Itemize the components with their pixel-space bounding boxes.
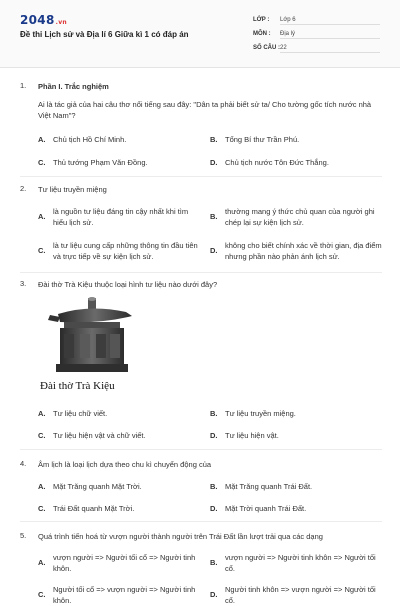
option-letter: B. (210, 135, 218, 144)
exam-title: Đề thi Lịch sử và Địa lí 6 Giữa kì 1 có đáp án (20, 30, 189, 39)
meta-grade (253, 17, 383, 25)
question-number: 1. (20, 81, 27, 90)
option-text: vượn người => Người tinh khôn => Người tối cổ. (225, 553, 376, 573)
option-text: vượn người => Người tối cổ => Người tinh khôn. (53, 553, 196, 573)
option-letter: D. (210, 504, 218, 513)
question-text: Quá trình tiến hoá từ vượn người thành người trên Trái Đất lần lượt trải qua các dạng (38, 532, 323, 541)
option-text: Tư liệu hiện vật và chữ viết. (53, 431, 146, 440)
option-a[interactable] (38, 552, 203, 574)
option-text: Chủ tịch Hồ Chí Minh. (53, 135, 127, 144)
option-text: Người tinh khôn => vượn người => Người tối cổ. (225, 585, 376, 605)
option-c[interactable] (38, 240, 203, 262)
option-b[interactable] (210, 206, 382, 228)
option-text: Tư liệu hiện vật. (225, 431, 279, 440)
option-text: thường mang ý thức chủ quan của người ghi chép lại sự kiện lịch sử. (225, 207, 375, 227)
question-text: Tư liệu truyền miệng (38, 185, 107, 194)
option-text: Mặt Trời quanh Trái Đất. (225, 504, 307, 513)
divider (20, 272, 382, 273)
option-letter: A. (38, 482, 46, 491)
question-text: Âm lịch là loại lịch dựa theo chu kì chuyển động của (38, 460, 212, 469)
option-letter: D. (210, 246, 218, 255)
meta-key: LỚP : (253, 17, 270, 23)
option-letter: D. (210, 431, 218, 440)
option-letter: A. (38, 135, 46, 144)
page-header (0, 0, 400, 68)
meta-key: SỐ CÂU : (253, 45, 280, 51)
option-letter: C. (38, 504, 46, 513)
option-b[interactable] (210, 552, 382, 574)
option-letter: D. (210, 158, 218, 167)
option-text: Chủ tịch nước Tôn Đức Thắng. (225, 158, 329, 167)
option-letter: B. (210, 409, 218, 418)
option-text: Thủ tướng Phạm Văn Đồng. (53, 158, 148, 167)
question-number: 2. (20, 184, 27, 193)
option-letter: A. (38, 409, 46, 418)
meta-value: Lớp 6 (280, 17, 380, 25)
question-text: Ai là tác giả của hai câu thơ nổi tiếng sau đây: "Dân ta phải biết sử ta/ Cho tường gốc tích nước nhà Việt Nam"? (38, 100, 372, 120)
option-letter: A. (38, 212, 46, 221)
option-a[interactable] (38, 206, 203, 228)
option-text: Mặt Trăng quanh Trái Đất. (225, 482, 313, 491)
option-letter: C. (38, 431, 46, 440)
question-number: 4. (20, 459, 27, 468)
option-letter: C. (38, 158, 46, 167)
option-d[interactable] (210, 240, 382, 262)
option-letter: C. (38, 590, 46, 599)
site-logo[interactable] (20, 13, 67, 27)
option-text: Tổng Bí thư Trần Phú. (225, 135, 300, 144)
question-text: Đài thờ Trà Kiệu thuộc loại hình tư liệu nào dưới đây? (38, 280, 218, 289)
option-letter: B. (210, 482, 218, 491)
divider (20, 449, 382, 450)
image-caption: Đài thờ Trà Kiệu (40, 380, 115, 392)
option-letter: B. (210, 558, 218, 567)
option-d[interactable] (210, 584, 382, 605)
question-number: 5. (20, 531, 27, 540)
option-letter: C. (38, 246, 46, 255)
logo-suffix: .vn (55, 19, 67, 26)
option-c[interactable] (38, 584, 203, 605)
option-text: là nguồn tư liệu đáng tin cậy nhất khi tìm hiểu lịch sử. (53, 207, 189, 227)
option-letter: D. (210, 590, 218, 599)
option-text: Mặt Trăng quanh Mặt Trời. (53, 482, 142, 491)
option-letter: B. (210, 212, 218, 221)
tra-kieu-altar-image (40, 296, 140, 376)
divider (20, 176, 382, 177)
meta-subject (253, 31, 383, 39)
option-text: Trái Đất quanh Mặt Trời. (53, 504, 135, 513)
question-number: 3. (20, 279, 27, 288)
option-text: là tư liệu cung cấp những thông tin đầu tiên và trực tiếp về sự kiện lịch sử. (53, 241, 198, 261)
option-text: Người tối cổ => vượn người => Người tinh khôn. (53, 585, 196, 605)
meta-value: 22 (280, 45, 380, 53)
logo-text: 2048 (20, 13, 55, 27)
section-title: Phần I. Trắc nghiệm (38, 82, 109, 91)
meta-value: Địa lý (280, 31, 380, 39)
meta-question-count (253, 45, 383, 53)
option-text: Tư liệu chữ viết. (53, 409, 108, 418)
divider (20, 521, 382, 522)
meta-key: MÔN : (253, 31, 271, 37)
altar-base (56, 364, 128, 372)
option-letter: A. (38, 558, 46, 567)
option-text: Tư liệu truyền miệng. (225, 409, 296, 418)
altar-top (58, 308, 132, 322)
option-text: không cho biết chính xác về thời gian, địa điểm nhưng phần nào phản ánh lịch sử. (225, 241, 382, 261)
